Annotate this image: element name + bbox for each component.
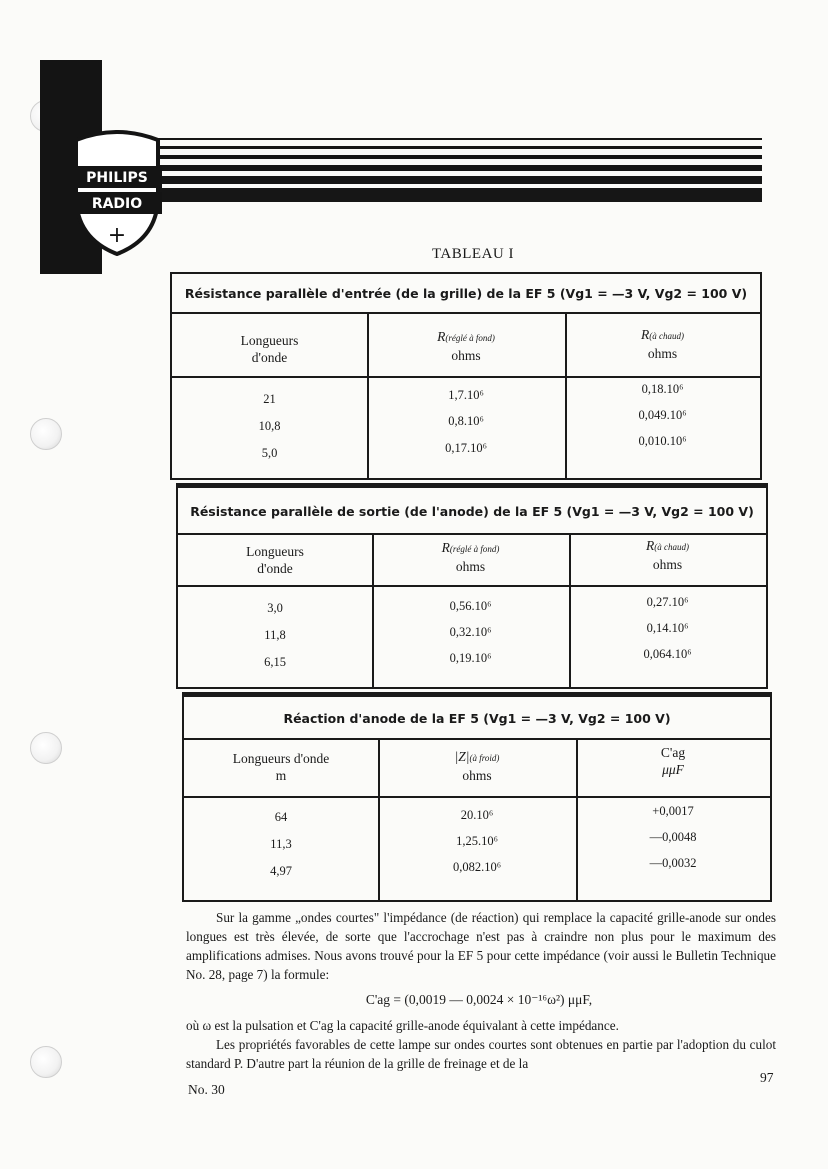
issue-number: No. 30 [188,1082,225,1097]
svg-text:RADIO: RADIO [91,196,143,212]
column-header-r-hot: R(à chaud) ohms [646,538,689,572]
table-cell: 6,15 [264,655,286,669]
table-cell: 0,010.10⁶ [638,434,687,448]
table-cell: 0,32.10⁶ [449,625,492,639]
table-anode-reaction [182,692,772,902]
table-cell: 0,27.10⁶ [646,595,689,609]
column-header-r-hot: R(à chaud) ohms [641,327,684,361]
table-title: Résistance parallèle d'entrée (de la grille) de la EF 5 (Vg1 = —3 V, Vg2 = 100 V) [172,274,760,314]
column-header-z-cold: |Z|(à froid) ohms [454,749,500,783]
table-cell: 0,14.10⁶ [646,621,689,635]
table-cell: 0,064.10⁶ [643,647,692,661]
binder-hole [30,1046,62,1078]
table-cell: 1,25.10⁶ [456,834,498,848]
header-stripes [102,138,762,204]
column-header-cag: C'ag μμF [660,745,686,777]
table-input-resistance [170,272,762,480]
table-cell: 4,97 [270,864,292,878]
table-cell: 0,18.10⁶ [641,382,684,396]
table-output-resistance [176,483,768,689]
table-cell: 0,049.10⁶ [638,408,687,422]
page-title: TABLEAU I [431,246,515,262]
column-header-r-adjusted: R(réglé à fond) ohms [441,540,500,574]
table-cell: 0,8.10⁶ [448,414,484,428]
table-cell: 1,7.10⁶ [448,388,484,402]
formula: C'ag = (0,0019 — 0,0024 × 10⁻¹⁶ω²) μμF, [365,992,593,1007]
table-cell: 0,17.10⁶ [445,441,487,455]
body-paragraph: Sur la gamme „ondes courtes" l'impédance (de réaction) qui remplace la capacité grille-anode sur ondes longues est très élevée, de sorte que l'accrochage n'est pas à craindre non plus pour le maximum des amplifications admises. Nous avons trouvé pour la EF 5 pour cette impédance (voir aussi le Bulletin Technique No. 28, page 7) la formule: [186,910,776,982]
table-cell: 3,0 [267,601,283,615]
column-header-wavelength: Longueurs d'onde [240,333,299,365]
table-cell: 0,082.10⁶ [452,860,502,874]
table-cell: —0,0032 [649,856,697,870]
table-cell: 11,3 [270,837,292,851]
body-paragraph: où ω est la pulsation et C'ag la capacité grille-anode équivalant à cette impédance. [186,1018,619,1033]
column-header-r-adjusted: R(réglé à fond) ohms [437,329,495,363]
body-paragraph: Les propriétés favorables de cette lampe sur ondes courtes sont obtenues en partie par l'adoption du culot standard P. D'autre part la réunion de la grille de freinage et de la [186,1037,776,1071]
table-cell: 21 [263,392,276,406]
table-title: Réaction d'anode de la EF 5 (Vg1 = —3 V, Vg2 = 100 V) [184,698,770,740]
column-header-wavelength: Longueurs d'onde [246,544,304,576]
binder-hole [30,418,62,450]
table-cell: 10,8 [258,419,281,433]
table-title: Résistance parallèle de sortie (de l'anode) de la EF 5 (Vg1 = —3 V, Vg2 = 100 V) [178,489,766,535]
table-cell: 20.10⁶ [460,808,494,822]
page-number: 97 [760,1070,774,1085]
table-cell: 11,8 [264,628,286,642]
table-cell: 0,56.10⁶ [449,599,492,613]
table-cell: 5,0 [261,446,278,460]
binder-hole [30,732,62,764]
table-cell: 64 [274,810,288,824]
philips-radio-logo [70,130,164,256]
table-cell: —0,0048 [649,830,697,844]
table-cell: 0,19.10⁶ [449,651,492,665]
svg-text:+: + [107,223,127,248]
svg-text:PHILIPS: PHILIPS [86,170,148,186]
column-header-wavelength-m: Longueurs d'onde m [232,751,330,783]
table-cell: +0,0017 [652,804,694,818]
